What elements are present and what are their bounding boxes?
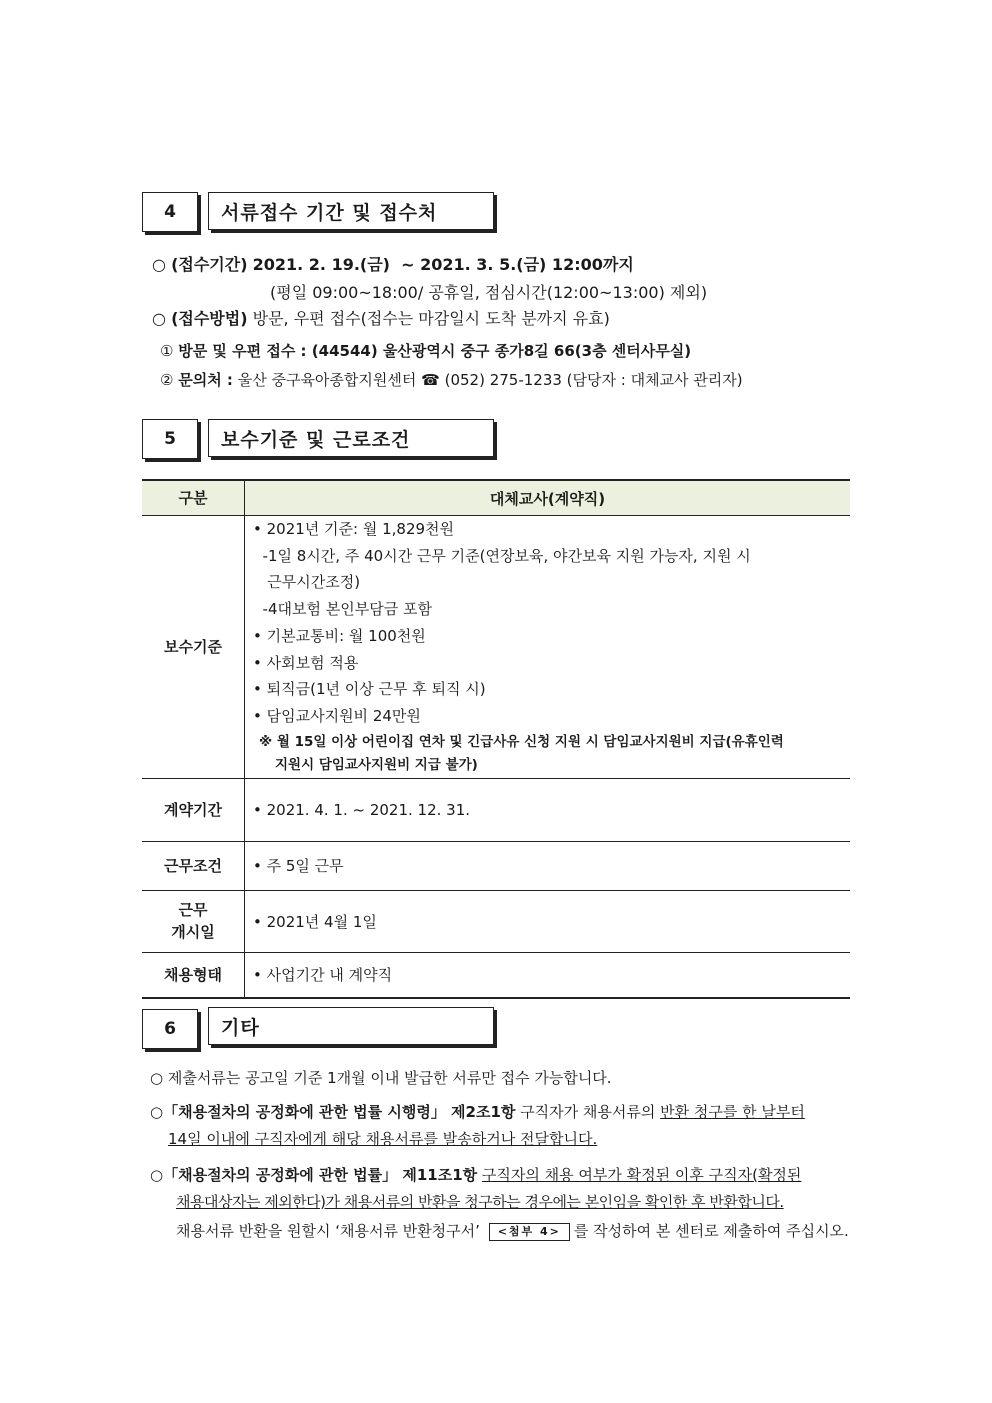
pay-line: • 기본교통비: 월 100천원: [253, 626, 426, 645]
pay-details: [245, 516, 851, 779]
note-2-underlined-2: 14일 이내에 구직자에게 해당 채용서류를 발송하거나 전달합니다.: [168, 1130, 598, 1148]
item-2: [160, 369, 743, 390]
pay-line: -4대보험 본인부담금 포함: [253, 600, 432, 619]
item-1-text: 방문 및 우편 접수 : (44544) 울산광역시 중구 종가8길 66(3층 센터사무실): [178, 342, 692, 360]
start-label-line-2: 개시일: [171, 923, 215, 942]
work-value: • 주 5일 근무: [245, 841, 851, 890]
type-value: • 사업기간 내 계약직: [245, 952, 851, 998]
period-line: [152, 252, 634, 275]
attachment-4-label: <첨부 4>: [489, 1223, 570, 1241]
section-4-number: 4: [142, 192, 198, 232]
note-1-text: 제출서류는 공고일 기준 1개월 이내 발급한 서류만 접수 가능합니다.: [167, 1069, 612, 1087]
table-row-start: [142, 890, 850, 952]
section-6-title: 기타: [208, 1007, 494, 1045]
note-4-text-a: 채용서류 반환을 원할시 ‘채용서류 반환청구서’: [176, 1222, 480, 1240]
conditions-table: [142, 479, 850, 999]
period-note: (평일 09:00~18:00/ 공휴일, 점심시간(12:00~13:00) 제외): [270, 283, 708, 302]
pay-note-1: ※ 월 15일 이상 어린이집 연차 및 긴급사유 신청 지원 시 담임교사지원비 지급(유휴인력: [259, 733, 784, 750]
pay-line: -1일 8시간, 주 40시간 근무 기준(연장보육, 야간보육 지원 가능자, 지원 시: [253, 546, 751, 565]
section-4-title: 서류접수 기간 및 접수처: [208, 192, 494, 230]
pay-label: 보수기준: [142, 516, 245, 779]
note-2-text: 구직자가 채용서류의: [520, 1103, 656, 1121]
method-value: 방문, 우편 접수(접수는 마감일시 도착 분까지 유효): [252, 309, 610, 328]
table-row-contract: [142, 778, 850, 841]
header-position: 대체교사(계약직): [245, 480, 851, 516]
bullet: ○: [152, 255, 166, 274]
note-2-law: 「채용절차의 공정화에 관한 법률 시행령」 제2조1항: [163, 1103, 516, 1121]
pay-line: • 담임교사지원비 24만원: [253, 706, 421, 725]
contract-label: 계약기간: [142, 778, 245, 841]
note-3-underlined-2: 채용대상자는 제외한다)가 채용서류의 반환을 청구하는 경우에는 본인임을 확인한 후 반환합니다.: [176, 1193, 784, 1211]
note-3-line-1: [150, 1164, 801, 1185]
section-6-number: 6: [142, 1009, 198, 1049]
pay-line: 근무시간조정): [253, 573, 361, 592]
period-label: (접수기간): [171, 255, 248, 274]
type-label: 채용형태: [142, 952, 245, 998]
method-line: [152, 306, 610, 329]
note-2-underlined: 반환 청구를 한 날부터: [660, 1103, 805, 1121]
item-1: [160, 340, 691, 361]
section-5-title: 보수기준 및 근로조건: [208, 419, 494, 457]
header-category: 구분: [142, 480, 245, 516]
item-2-label: 문의처 :: [178, 371, 233, 389]
note-2-line-2: [168, 1128, 597, 1149]
note-1: [150, 1067, 612, 1088]
item-2-value: 울산 중구육아종합지원센터 ☎ (052) 275-1233 (담당자 : 대체교사 관리자): [237, 371, 743, 389]
pay-note-2: 지원시 담임교사지원비 지급 불가): [275, 756, 478, 773]
work-label: 근무조건: [142, 841, 245, 890]
bullet: ○: [150, 1166, 164, 1184]
bullet: ○: [150, 1103, 164, 1121]
pay-line: • 퇴직금(1년 이상 근무 후 퇴직 시): [253, 680, 486, 699]
note-3-underlined: 구직자의 채용 여부가 확정된 이후 구직자(확정된: [481, 1166, 802, 1184]
table-header-row: [142, 480, 850, 516]
start-value: • 2021년 4월 1일: [245, 890, 851, 952]
table-row-type: [142, 952, 850, 998]
pay-line: • 사회보험 적용: [253, 653, 359, 672]
contract-value: • 2021. 4. 1. ~ 2021. 12. 31.: [245, 778, 851, 841]
note-2-line-1: [150, 1101, 805, 1122]
start-label-line-1: 근무: [178, 901, 208, 920]
item-1-number: ①: [160, 342, 174, 360]
start-label: [142, 890, 245, 952]
item-2-number: ②: [160, 371, 174, 389]
pay-line: • 2021년 기준: 월 1,829천원: [253, 520, 455, 538]
bullet: ○: [152, 309, 166, 328]
period-value: 2021. 2. 19.(금) ~ 2021. 3. 5.(금) 12:00까지: [252, 255, 634, 274]
method-label: (접수방법): [171, 309, 248, 328]
table-row-work: [142, 841, 850, 890]
bullet: ○: [150, 1069, 164, 1087]
note-3-law: 「채용절차의 공정화에 관한 법률」 제11조1항: [163, 1166, 478, 1184]
note-4-text-b: 를 작성하여 본 센터로 제출하여 주십시오.: [573, 1222, 849, 1240]
section-5-number: 5: [142, 419, 198, 459]
table-row-pay: [142, 516, 850, 779]
note-4: [176, 1220, 849, 1241]
note-3-line-2: [176, 1191, 784, 1212]
